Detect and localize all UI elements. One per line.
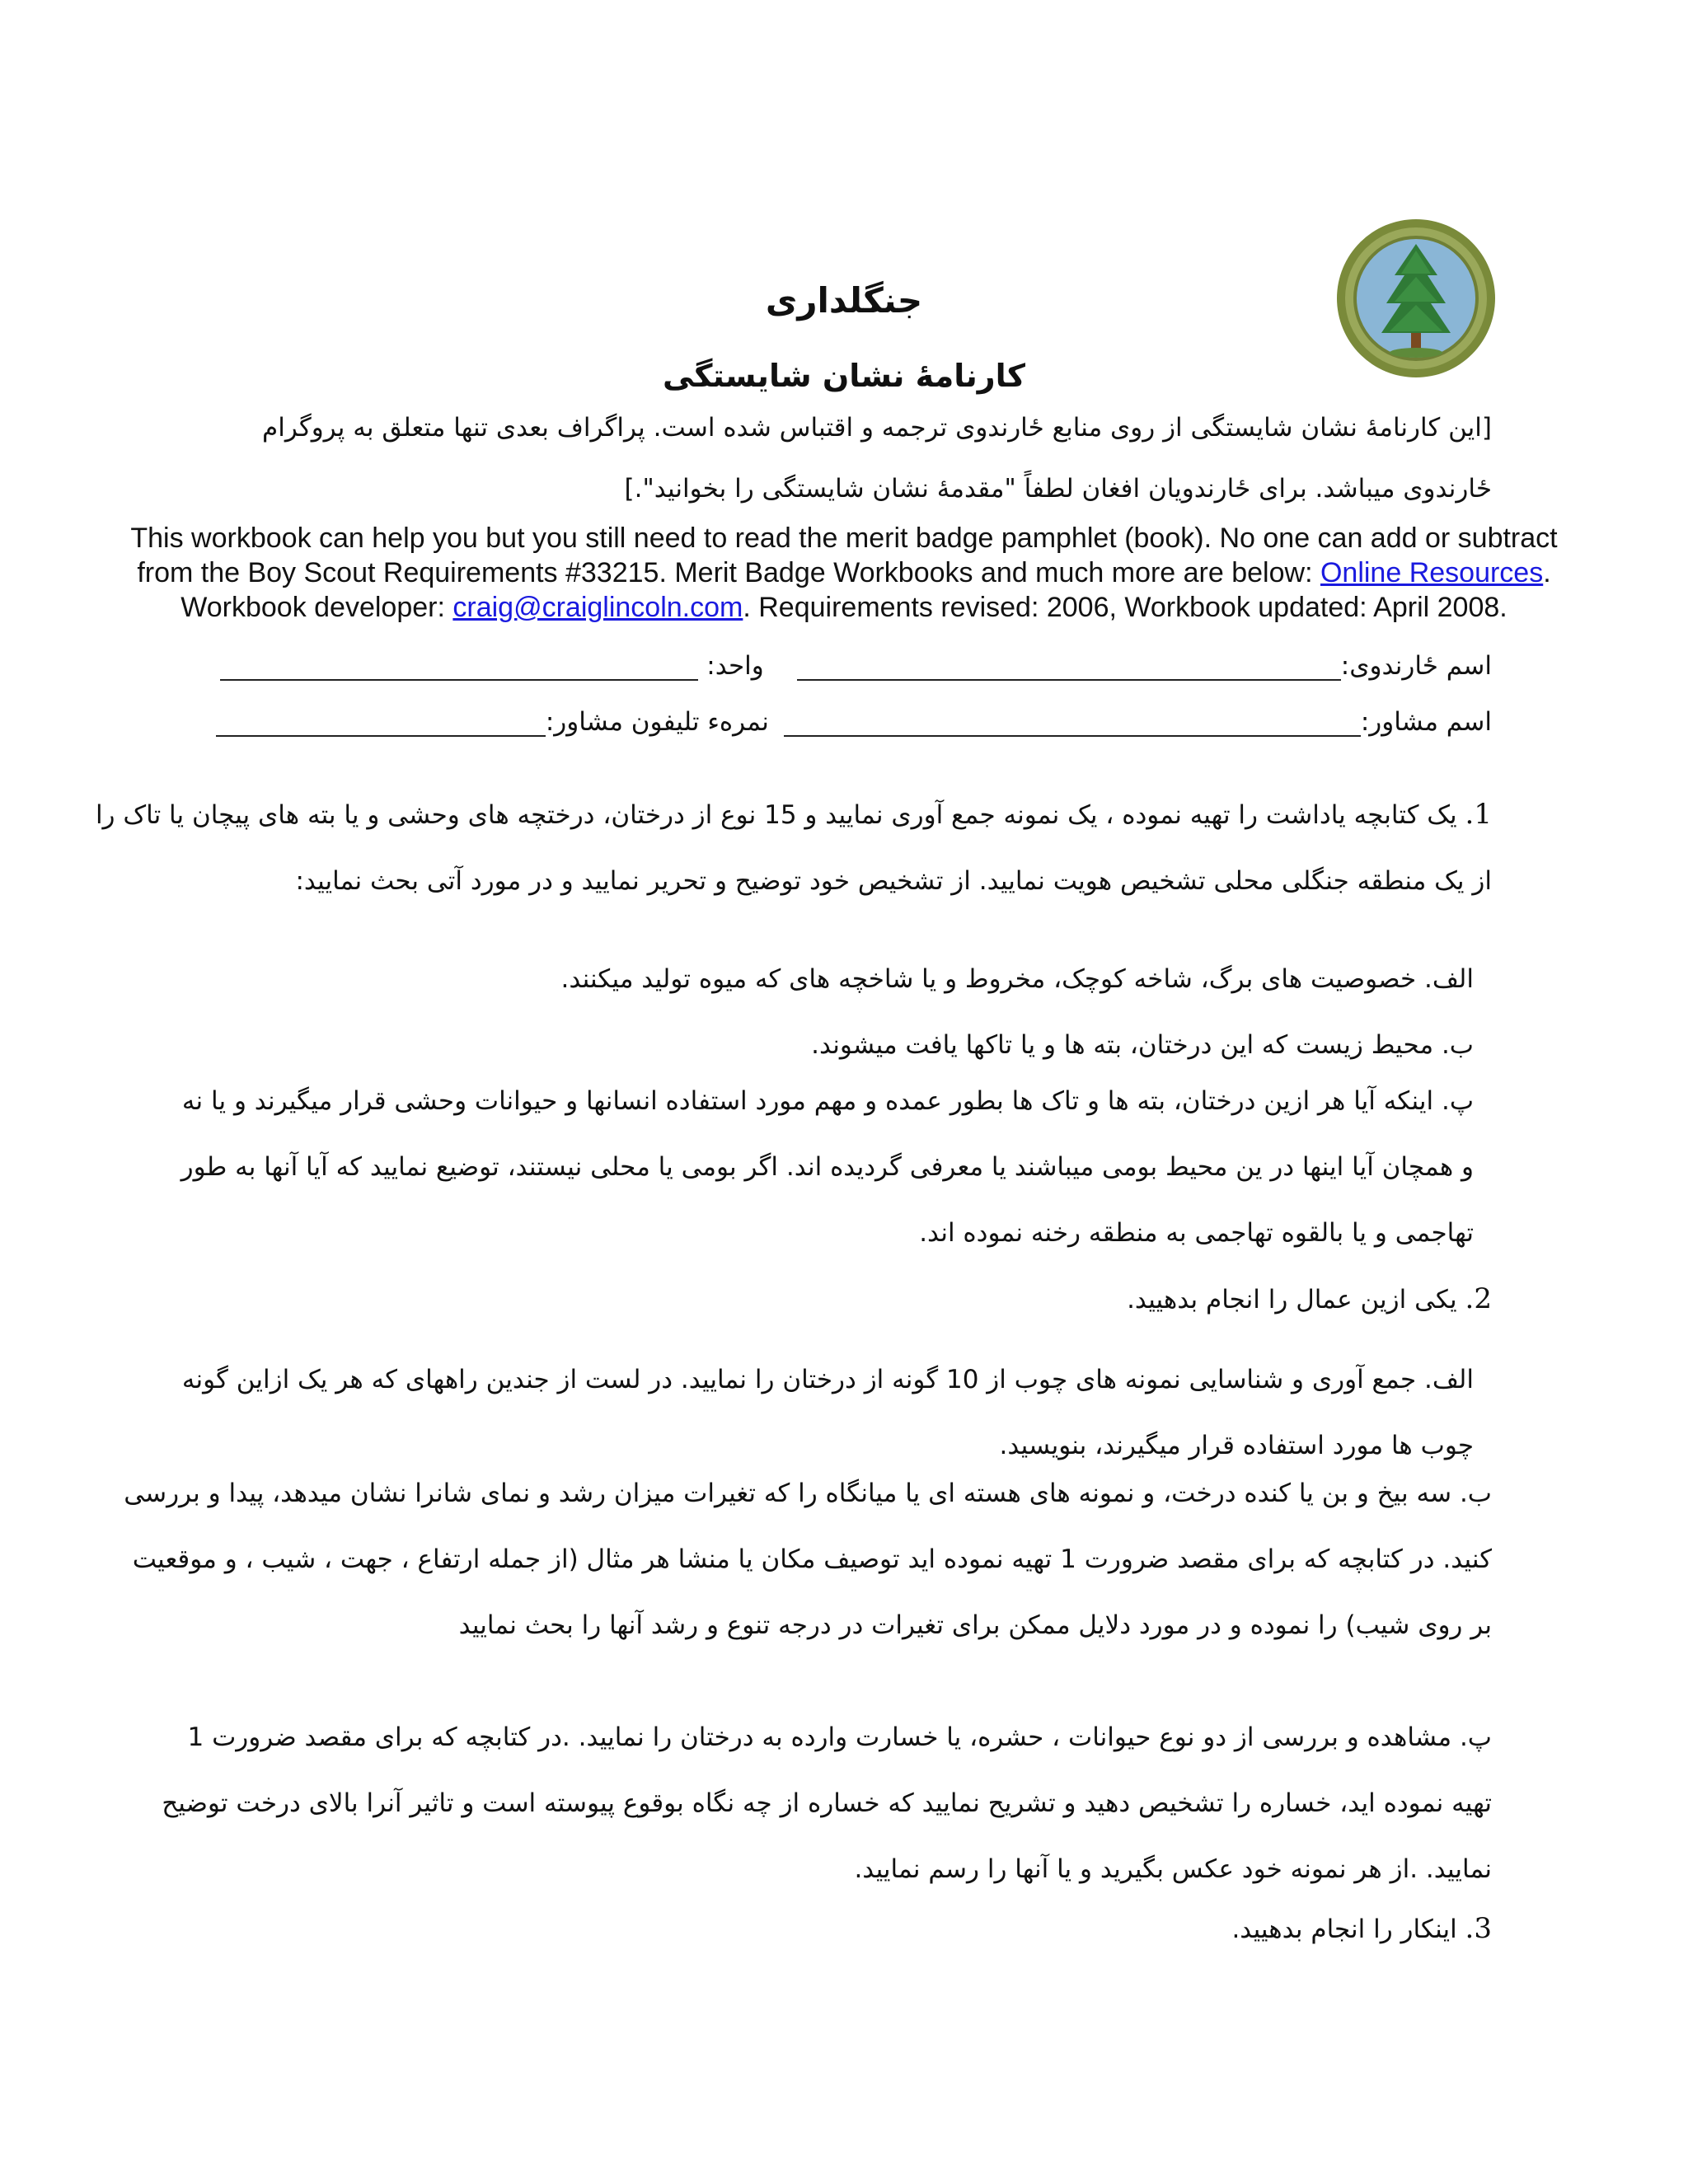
requirement-1 (74, 781, 1492, 914)
requirement-2c: پ. مشاهده و بررسی از دو نوع حیوانات ، حشره، یا خسارت وارده به درختان را نمایید. .در کتابچه که برای مقصد ضرورت 1 تهیه نموده اید، خساره را تشخیص دهید و تشریح نمایید که خساره از چه نگاه بوقوع پیوسته است و تاثیر آنرا بالای درخت توضیح نمایید. .از هر نمونه خود عکس بگیرید و یا آنها را رسم نمایید. (162, 1722, 1492, 1884)
requirement-2 (1127, 1282, 1492, 1315)
scout-info-row (220, 651, 1492, 681)
counselor-name-label: اسم مشاور: (1360, 707, 1492, 737)
english-notice (0, 521, 1688, 625)
page-title: جنگلداری (765, 280, 923, 321)
english-line-1: This workbook can help you but you still need to read the merit badge pamphlet (book). No one can add or subtract (130, 523, 1558, 554)
requirement-3-number: 3. (1465, 1912, 1492, 1945)
requirement-2-number: 2. (1465, 1282, 1492, 1315)
scout-name-label: اسم ځارندوی: (1340, 651, 1492, 681)
translation-note: [این کارنامۀ نشان شایستگی از روی منابع ځارندوی ترجمه و اقتباس شده است. پراگراف بعدی تنها متعلق به پروگرام ځارندوی میباشد. برای ځارندویان افغان لطفاً "مقدمۀ نشان شایستگی را بخوانید".] (262, 413, 1492, 504)
page-subtitle: کارنامۀ نشان شایستگی (662, 358, 1026, 394)
online-resources-link[interactable]: Online Resources (1320, 557, 1544, 588)
counselor-phone-label: نمرهء تلیفون مشاور: (545, 707, 769, 737)
requirement-1-text: یک کتابچه یاداشت را تهیه نموده ، یک نمونه جمع آوری نمایید و 15 نوع از درختان، درختچه های وحشی و یا بته های پیچان یا تاک را از یک منطقه جنگلی محلی تشخیص هویت نمایید. از تشخیص خود توضیح و تحریر نمایید و در مورد آتی بحث نمایید: (95, 800, 1492, 896)
requirement-3 (1231, 1912, 1492, 1945)
requirement-3-text: اینکار را انجام بدهیید. (1231, 1915, 1457, 1944)
requirement-1-number: 1. (1465, 798, 1492, 831)
unit-label: واحد: (706, 651, 764, 681)
unit-field[interactable] (220, 654, 698, 681)
counselor-info-row (216, 707, 1492, 737)
requirement-2b: ب. سه بیخ و بن یا کنده درخت، و نمونه های هسته ای یا میانگاه را که تغیرات میزان رشد و نمای شانرا نشان میدهد، پیدا و بررسی کنید. در کتابچه که برای مقصد ضرورت 1 تهیه نموده اید توصیف مکان یا منشا هر مثال (از جمله ارتفاع ، جهت ، شیب ، و موقعیت بر روی شیب) را نموده و در مورد دلایل ممکن برای تغیرات در درجه تنوع و رشد آنها را بحث نمایید (124, 1479, 1492, 1640)
developer-email-link[interactable]: craig@craiglincoln.com (452, 592, 743, 623)
counselor-name-field[interactable] (784, 710, 1361, 737)
english-line-3: Workbook developer: craig@craiglincoln.com. Requirements revised: 2006, Workbook updated: April 2008. (181, 592, 1507, 623)
requirement-1b: ب. محیط زیست که این درختان، بته ها و یا تاکها یافت میشوند. (811, 1030, 1474, 1060)
requirement-2-text: یکی ازین عمال را انجام بدهیید. (1127, 1285, 1457, 1315)
requirement-1c: پ. اینکه آیا هر ازین درختان، بته ها و تاک ها بطور عمده و مهم مورد استفاده انسانها و حیوانات وحشی قرار میگیرند و یا نه و همچان آیا اینها در ین محیط بومی میباشند یا معرفی گردیده اند. اگر بومی یا محلی نیستند، توضیع نمایید که آیا آنها به طور تهاجمی و یا بالقوه تهاجمی به منطقه رخنه نموده اند. (181, 1086, 1474, 1248)
english-line-2: from the Boy Scout Requirements #33215. Merit Badge Workbooks and much more are below: Online Resources. (137, 557, 1551, 588)
scout-name-field[interactable] (797, 654, 1341, 681)
requirement-2a: الف. جمع آوری و شناسایی نمونه های چوب از 10 گونه از درختان را نمایید. در لست از جندین راههای که هر یک ازاین گونه چوب ها مورد استفاده قرار میگیرند، بنویسید. (181, 1365, 1474, 1460)
counselor-phone-field[interactable] (216, 710, 546, 737)
requirement-1a: الف. خصوصیت های برگ، شاخه کوچک، مخروط و یا شاخچه های که میوه تولید میکنند. (560, 964, 1474, 994)
